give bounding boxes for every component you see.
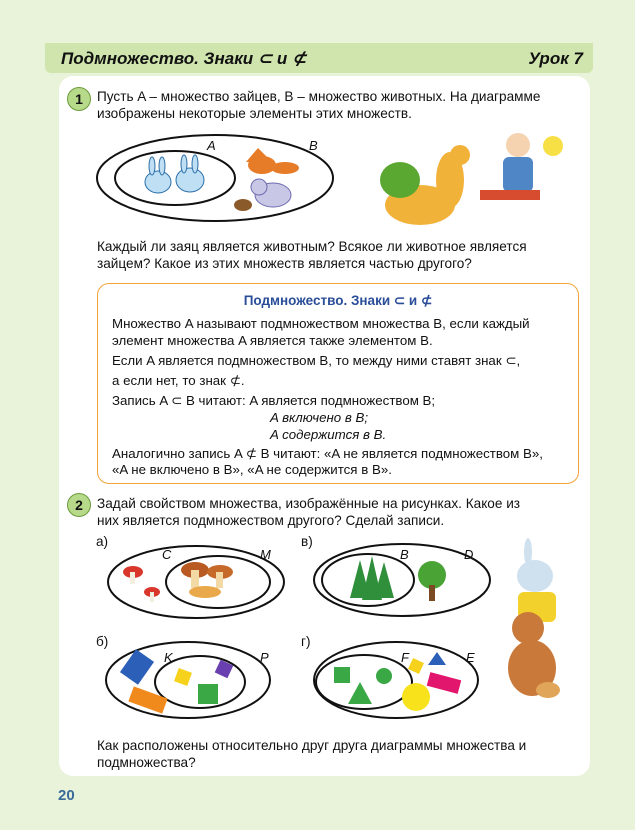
definition-line1: Множество A называют подмножеством множества B, если каждый [112,316,530,331]
task-2v-letter: в) [301,534,313,549]
magenta-rectangle-shape [427,672,462,694]
fir-tree-icon [350,556,394,600]
set-C-label: C [162,547,172,562]
toadstool-icon [123,566,160,602]
task-1-intro-line2: изображены некоторые элементы этих множеств. [97,106,412,121]
task-2-question-line2: подмножества? [97,755,196,770]
definition-line9: «A не включено в B», «A не содержится в B». [112,462,392,477]
definition-line4: а если нет, то знак ⊄. [112,373,245,388]
definition-line7: A содержится в B. [270,427,387,442]
green-square-shape [198,684,218,704]
blue-triangle-shape [428,652,446,665]
definition-title: Подмножество. Знаки ⊂ и ⊄ [243,293,433,308]
green-triangle-shape [348,682,372,704]
set-D-ellipse [314,544,490,616]
set-M-label: M [260,547,271,562]
task-2g-letter: г) [301,634,311,649]
yellow-square-shape [174,668,192,686]
page-number: 20 [58,787,75,804]
yellow-circle-shape [402,683,430,711]
set-F-label: F [401,650,409,665]
lesson-number: Урок 7 [528,49,583,68]
definition-line8: Аналогично запись A ⊄ B читают: «A не является подмножеством B», [112,446,543,461]
task-2b-letter: б) [96,634,109,649]
set-K-label: K [164,650,173,665]
set-P-label: P [260,650,269,665]
definition-line6: A включено в B; [270,410,369,425]
green-square-shape [334,667,350,683]
set-B2-label: B [400,547,409,562]
lesson-title: Подмножество. Знаки ⊂ и ⊄ [61,49,307,68]
task-2-line1: Задай свойством множества, изображённые на рисунках. Какое из [97,496,521,511]
task-1-number: 1 [67,87,91,111]
green-circle-shape [376,668,392,684]
task-1-question-line1: Каждый ли заяц является животным? Всякое ли животное является [97,239,527,254]
definition-line5: Запись A ⊂ B читают: A является подмножеством B; [112,393,436,408]
task-1-question-line2: зайцем? Какое из этих множеств является частью другого? [97,256,472,271]
task-2a-letter: а) [96,534,109,549]
definition-line3: Если A является подмножеством B, то между ними ставят знак ⊂, [112,353,521,368]
bunny-and-bear-illustration [508,538,560,698]
set-A-label: A [207,138,216,153]
deciduous-tree-icon [418,561,446,601]
task-2-line2: них является подмножеством другого? Сделай записи. [97,513,445,528]
set-B-label: B [309,138,318,153]
yellow-square-shape [408,658,424,674]
mushroom-icon [181,562,233,598]
task-1-intro-line1: Пусть A – множество зайцев, B – множество животных. На диаграмме [97,89,541,104]
set-D-label: D [464,547,474,562]
task-2-question-line1: Как расположены относительно друг друга диаграммы множества и [97,738,527,753]
set-E-label: E [466,650,475,665]
task-2-number: 2 [67,493,91,517]
definition-line2: элемент множества A является также элементом B. [112,333,433,348]
